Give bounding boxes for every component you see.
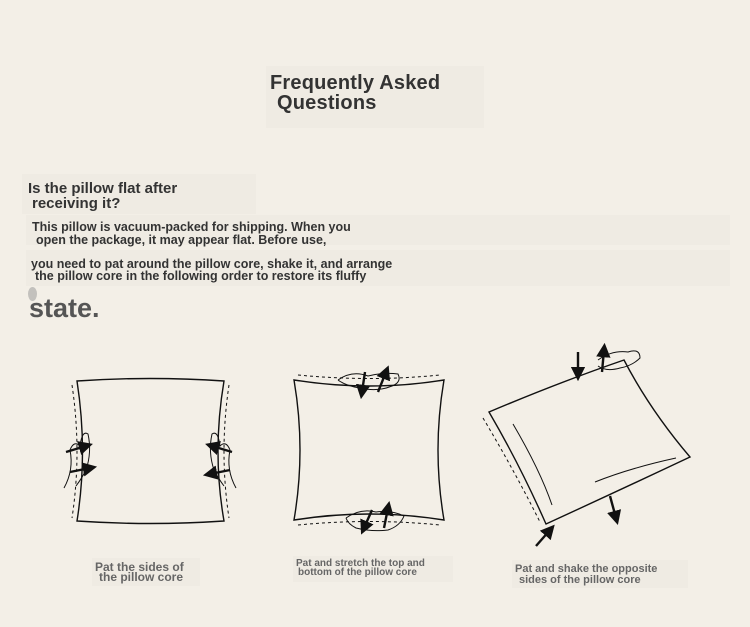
pillow-shake-corners-icon [483,350,690,546]
step-caption-2 [293,556,453,582]
faq-answer-line3: you need to pat around the pillow core, shake it, and arrange [31,257,393,271]
step-caption-3-line1: Pat and shake the opposite [515,563,658,575]
page-title-line1: Frequently Asked [270,72,441,94]
faq-answer-line5: state. [29,293,100,323]
pillow-stretch-top-bottom-icon [294,372,444,531]
faq-answer-line2: open the package, it may appear flat. Before use, [36,233,327,247]
faq-question-line1: Is the pillow flat after [28,180,178,197]
pillow-pat-sides-icon [64,379,236,524]
step-caption-2-line1: Pat and stretch the top and [296,558,425,569]
pillow-illustrations [0,330,750,550]
faq-answer-line1: This pillow is vacuum-packed for shipping. When you [32,220,351,234]
page-title-line2: Questions [277,92,377,114]
page-title [266,66,484,128]
step-caption-2-line2: bottom of the pillow core [298,567,417,578]
faq-question-line2: receiving it? [32,195,121,212]
step-caption-1-line2: the pillow core [99,570,184,584]
step-caption-1 [92,558,200,586]
faq-question [22,174,256,214]
faq-answer-line4: the pillow core in the following order to restore its fluffy [35,269,367,283]
step-caption-3-line2: sides of the pillow core [519,574,641,586]
step-caption-3 [512,560,688,588]
step-caption-1-line1: Pat the sides of [95,560,184,574]
